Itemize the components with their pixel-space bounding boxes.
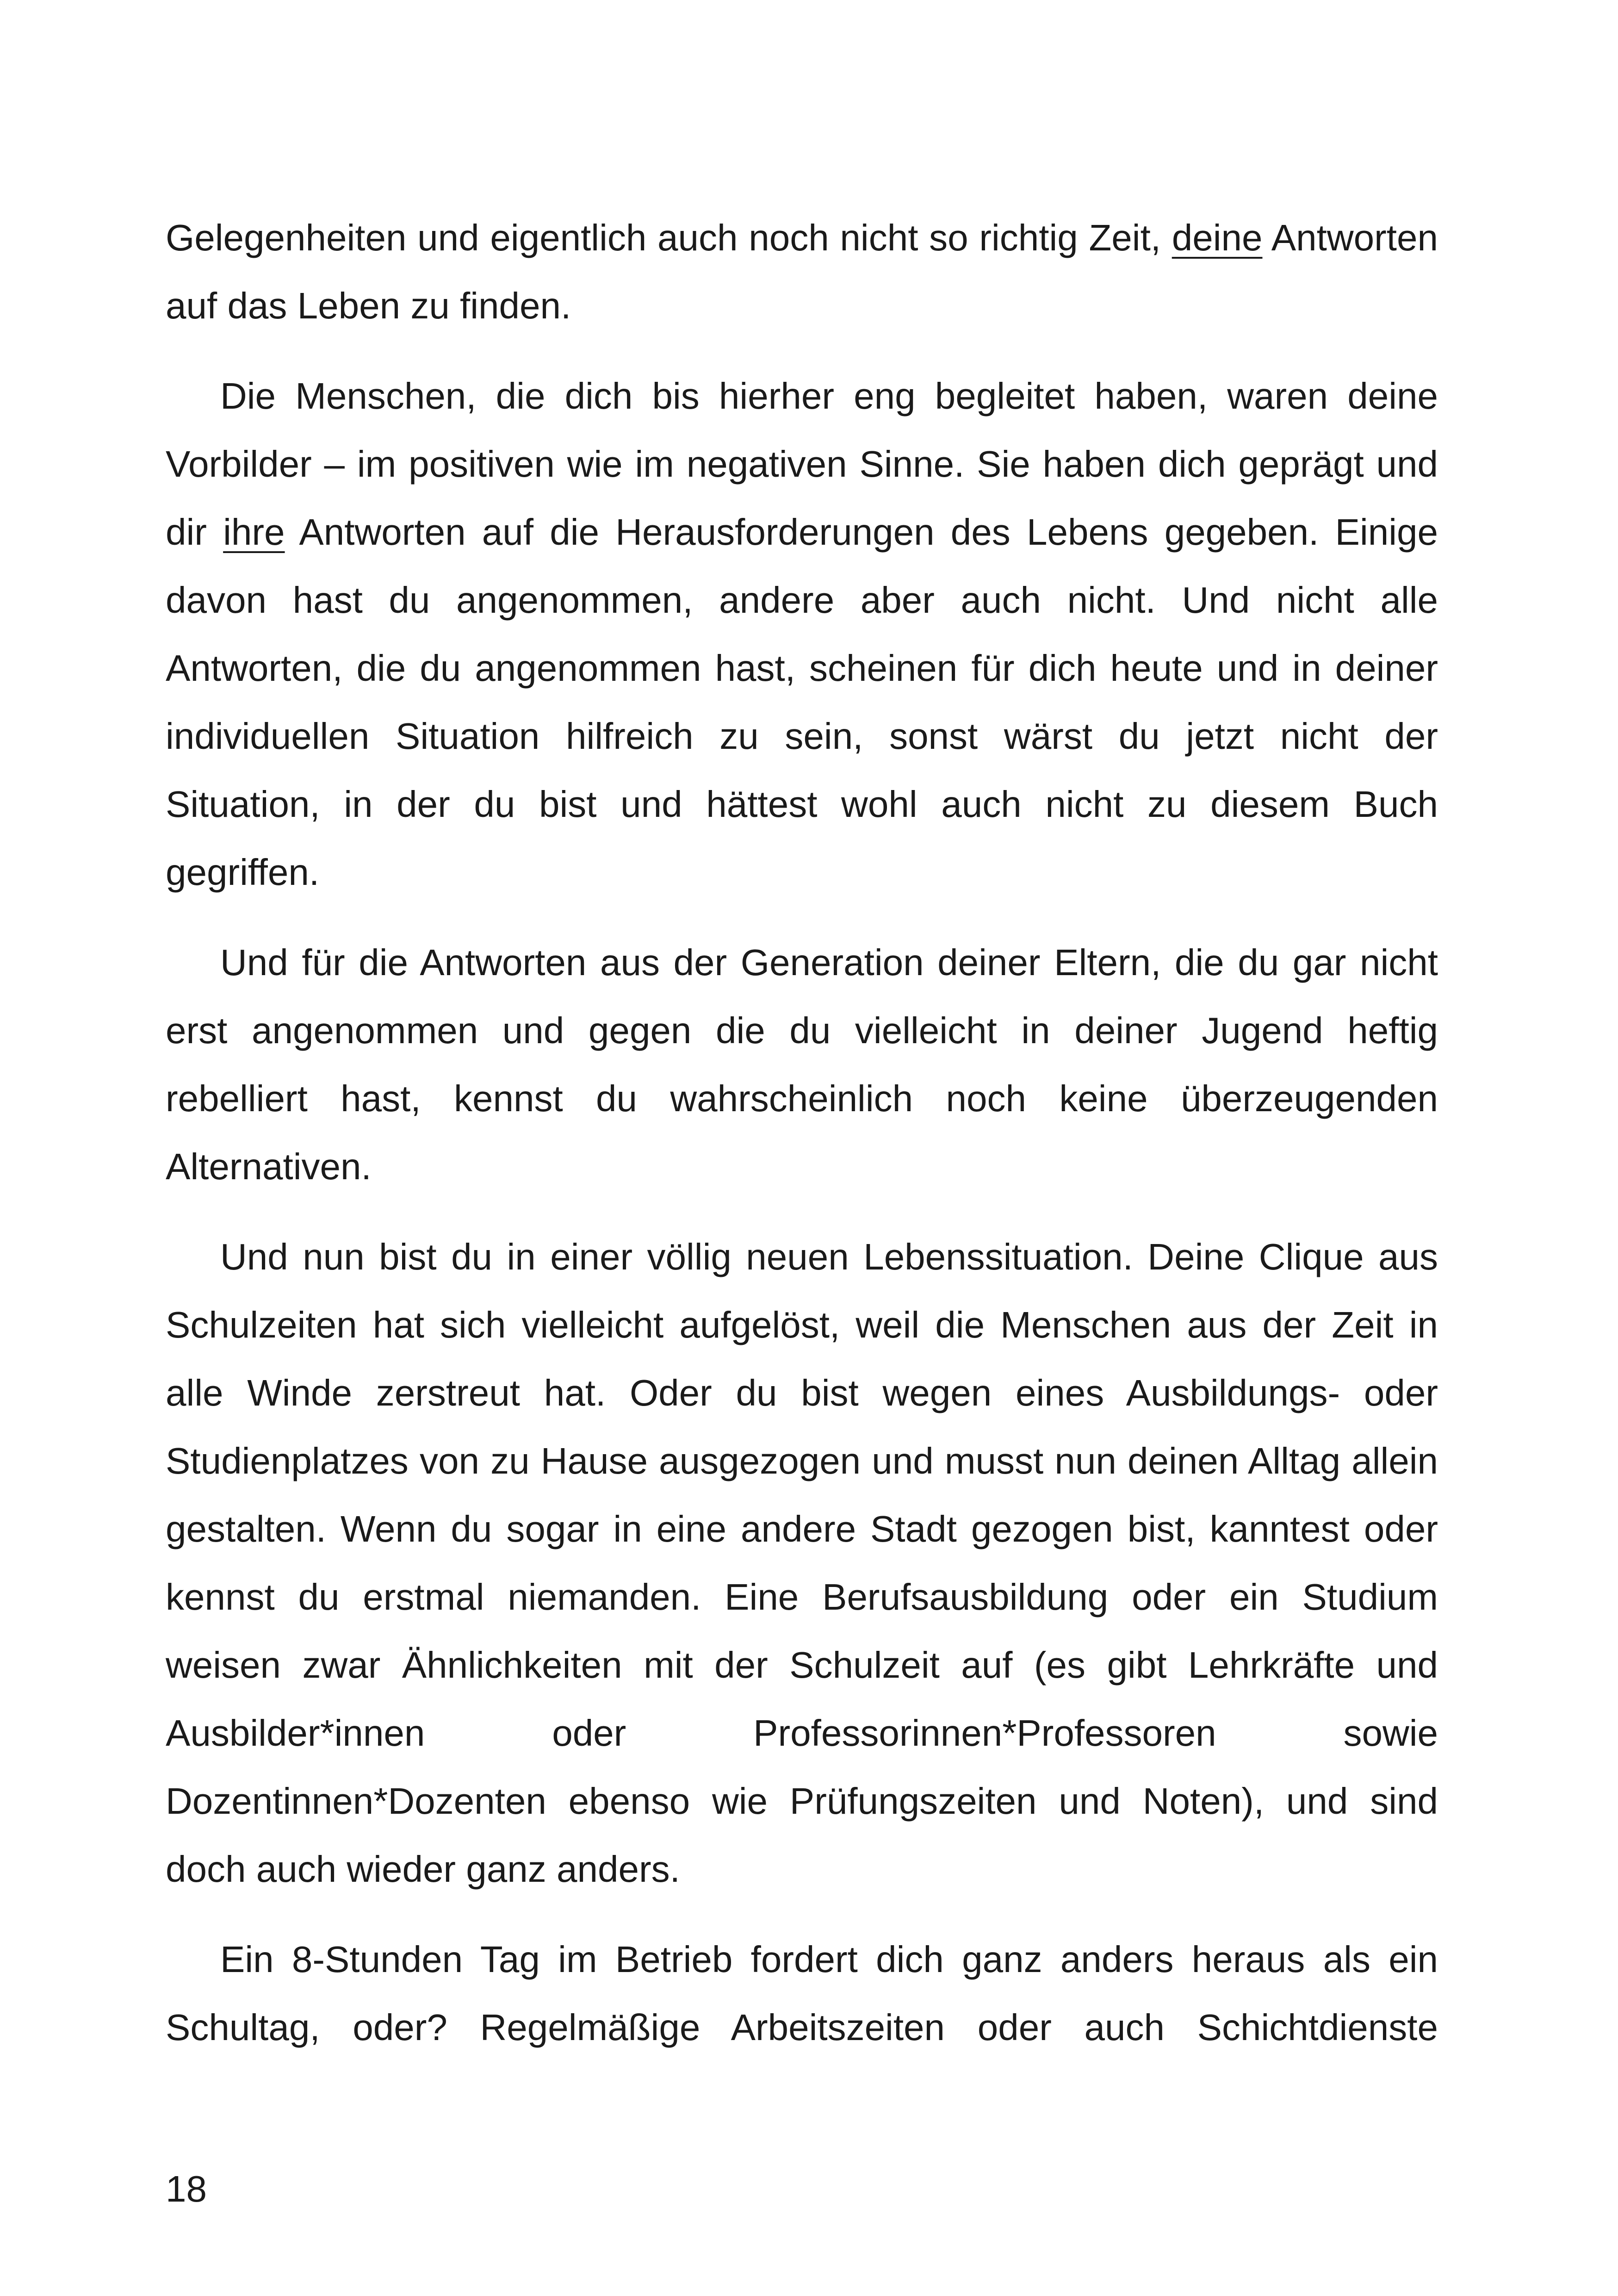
body-text	[166, 204, 1438, 2061]
paragraph-3: Und für die Antworten aus der Generation deiner Eltern, die du gar nicht erst angenommen und gegen die du vielleicht in deiner Jugend heftig rebelliert hast, kennst du wahrscheinlich noch keine überzeugenden Alternativen.	[166, 942, 1438, 1187]
paragraph-5: Ein 8-Stunden Tag im Betrieb fordert dich ganz anders heraus als ein Schultag, oder? Regelmäßige Arbeitszeiten oder auch Schichtdienste	[166, 1939, 1438, 2048]
text-span: Antworten auf die Herausforderungen des Lebens gegeben. Einige davon hast du angenommen, andere aber auch nicht. Und nicht alle Antworten, die du angenommen hast, scheinen für dich heute und in deiner individuellen Situation hilfreich zu sein, sonst wärst du jetzt nicht der Situation, in der du bist und hättest wohl auch nicht zu diesem Buch gegriffen.	[166, 511, 1438, 893]
paragraph-1	[166, 204, 1438, 340]
text-span: Antworten auf das Leben zu finden.	[166, 217, 1438, 326]
paragraph-2	[166, 362, 1438, 906]
text-span: Gelegenheiten und eigentlich auch noch nicht so richtig Zeit,	[166, 217, 1172, 258]
underlined-word-ihre: ihre	[223, 511, 285, 553]
text-span: Die Menschen, die dich bis hierher eng begleitet haben, waren deine Vorbilder – im positiven wie im negativen Sinne. Sie haben dich geprägt und dir	[166, 375, 1438, 553]
page-number: 18	[166, 2168, 207, 2209]
paragraph-4: Und nun bist du in einer völlig neuen Lebenssituation. Deine Clique aus Schulzeiten hat sich vielleicht aufgelöst, weil die Menschen aus der Zeit in alle Winde zerstreut hat. Oder du bist wegen eines Ausbildungs- oder Studienplatzes von zu Hause ausgezogen und musst nun deinen Alltag allein gestalten. Wenn du sogar in eine andere Stadt gezogen bist, kanntest oder kennst du erstmal niemanden. Eine Berufsausbildung oder ein Studium weisen zwar Ähnlichkeiten mit der Schulzeit auf (es gibt Lehrkräfte und Ausbilder*innen oder Professorinnen*Professoren sowie Dozentinnen*Dozenten ebenso wie Prüfungszeiten und Noten), und sind doch auch wieder ganz anders.	[166, 1236, 1438, 1890]
underlined-word-deine: deine	[1172, 217, 1263, 258]
